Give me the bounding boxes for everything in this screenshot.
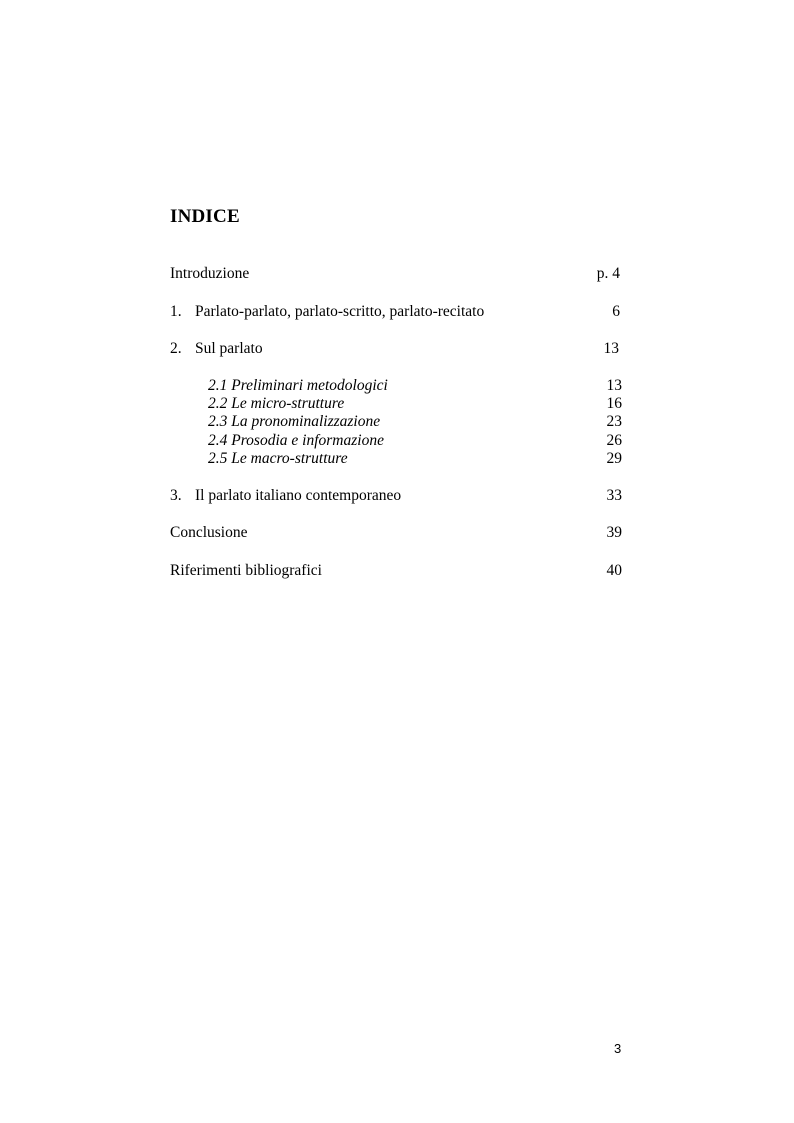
toc-entry-title: Sul parlato [195, 340, 263, 357]
toc-subentry-label: 2.5 Le macro-strutture [208, 450, 348, 467]
toc-entry-chapter-1 [170, 302, 622, 321]
toc-entry-page: 13 [603, 340, 619, 357]
toc-entry-label: Riferimenti bibliografici [170, 562, 322, 579]
toc-subentry-label: 2.2 Le micro-strutture [208, 395, 345, 412]
page-title: INDICE [170, 206, 240, 227]
toc-subentry-2-3 [170, 412, 622, 431]
toc-entry-title: Il parlato italiano contemporaneo [195, 487, 402, 504]
toc-entry-label: Introduzione [170, 265, 250, 282]
toc-entry-page: 33 [606, 487, 622, 504]
toc-subentry-2-2 [170, 394, 622, 413]
toc-entry-number: 2. [170, 340, 182, 357]
toc-entry-introduzione [170, 264, 622, 283]
toc-entry-page: 39 [606, 524, 622, 541]
toc-subentry-2-4 [170, 431, 622, 450]
toc-subentry-page: 16 [606, 395, 622, 412]
toc-entry-conclusione [170, 523, 622, 542]
toc-entry-page: 40 [606, 562, 622, 579]
toc-entry-page: 6 [612, 303, 620, 320]
toc-entry-label [170, 486, 401, 505]
toc-subentry-page: 23 [606, 413, 622, 430]
toc-subentry-page: 26 [606, 432, 622, 449]
toc-entry-number: 3. [170, 487, 182, 504]
toc-entry-label [170, 302, 484, 321]
toc-subentry-2-1 [170, 376, 622, 395]
toc-entry-page: p. 4 [596, 265, 620, 282]
toc-subentry-page: 29 [606, 450, 622, 467]
toc-entry-label [170, 339, 263, 358]
toc-entry-chapter-2 [170, 339, 622, 358]
toc-subentry-label: 2.3 La pronominalizzazione [208, 413, 381, 430]
toc-entry-number: 1. [170, 303, 182, 320]
toc-entry-chapter-3 [170, 486, 622, 505]
toc-subentry-label: 2.4 Prosodia e informazione [208, 432, 384, 449]
toc-subentry-page: 13 [606, 377, 622, 394]
page-number: 3 [614, 1041, 622, 1056]
toc-entry-title: Parlato-parlato, parlato-scritto, parlato-recitato [195, 303, 485, 320]
toc-subentry-label: 2.1 Preliminari metodologici [208, 377, 388, 394]
toc-entry-riferimenti [170, 561, 622, 580]
toc-subentry-2-5 [170, 449, 622, 468]
toc-entry-label: Conclusione [170, 524, 248, 541]
